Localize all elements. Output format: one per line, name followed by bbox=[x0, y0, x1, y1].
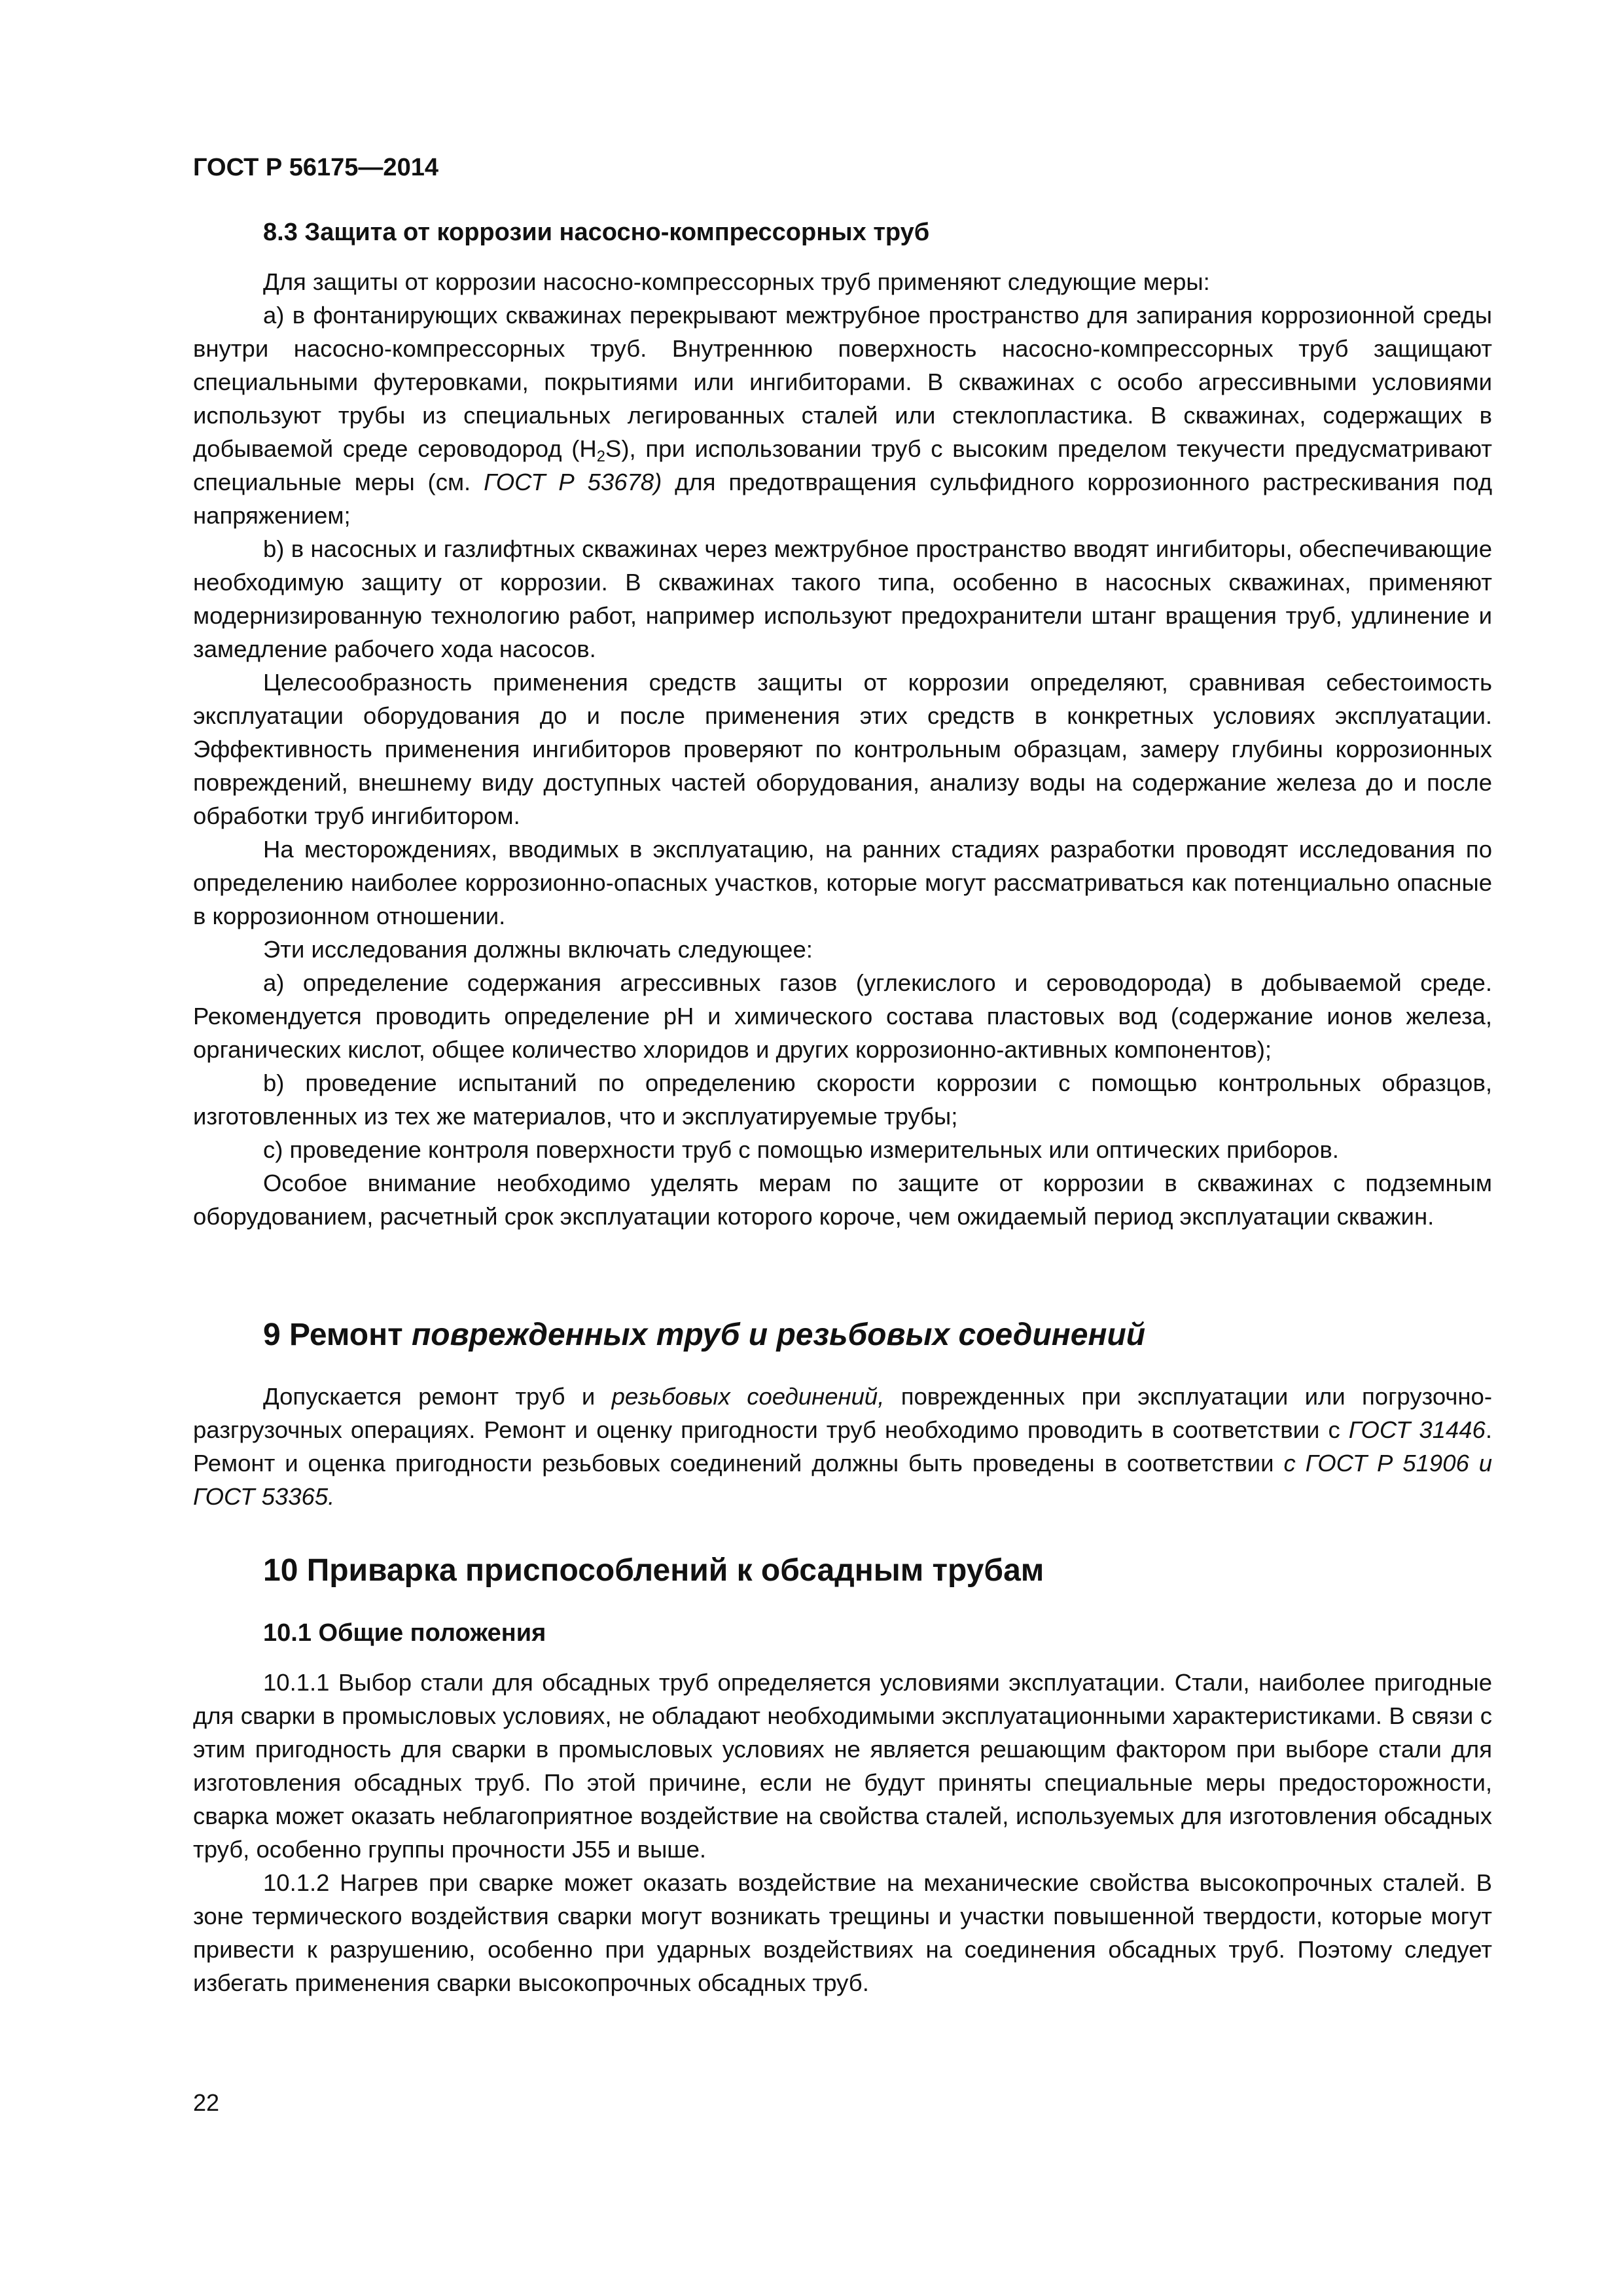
section-9-title bbox=[263, 1316, 1145, 1355]
paragraph-repair bbox=[193, 1380, 1492, 1513]
paragraph-research: Эти исследования должны включать следующее: bbox=[263, 936, 813, 963]
repair-italic-1: резьбовых соединений, bbox=[611, 1383, 885, 1410]
section-10-title: 10 Приварка приспособлений к обсадным трубам bbox=[263, 1553, 1044, 1588]
repair-text-1: Допускается ремонт труб и bbox=[263, 1383, 612, 1410]
research-item-c: c) проведение контроля поверхности труб с помощью измерительных или оптических приборов. bbox=[263, 1136, 1339, 1163]
research-item-b: b) проведение испытаний по определению скорости коррозии с помощью контрольных образцов, изготовленных из тех же материалов, что и эксплуатируемые трубы; bbox=[193, 1069, 1492, 1130]
research-item-a: а) определение содержания агрессивных газов (углекислого и сероводорода) в добываемой среде. Рекомендуется проводить определение pH и химического состава пластовых вод (содержание ионов железа, органических кислот, общее количество хлоридов и других коррозионно-активных компонентов); bbox=[193, 969, 1492, 1063]
paragraph-attention: Особое внимание необходимо уделять мерам по защите от коррозии в скважинах с подземным оборудованием, расчетный срок эксплуатации которого короче, чем ожидаемый период эксплуатации скважин. bbox=[193, 1170, 1492, 1230]
list-item-a-text-1: а) в фонтанирующих скважинах перекрывают межтрубное пространство для запирания коррозионной среды внутри насосно-компрессорных труб. Внутреннюю поверхность насосно-компрессорных труб защищают специальными футеровками, покрытиями или ингибиторами. В скважинах с особо агрессивными условиями используют трубы из специальных легированных сталей или стеклопластика. В скважинах, содержащих в добываемой среде сероводород (H bbox=[193, 302, 1492, 462]
paragraph-fields: На месторождениях, вводимых в эксплуатацию, на ранних стадиях разработки проводят исследования по определению наиболее коррозионно-опасных участков, которые могут рассматриваться как потенциально опасные в коррозионном отношении. bbox=[193, 836, 1492, 929]
paragraph-10-1-2: 10.1.2 Нагрев при сварке может оказать воздействие на механические свойства высокопрочных сталей. В зоне термического воздействия сварки могут возникать трещины и участки повышенной твердости, которые могут привести к разрушению, особенно при ударных воздействиях на соединения обсадных труб. Поэтому следует избегать применения сварки высокопрочных обсадных труб. bbox=[193, 1869, 1492, 1996]
repair-text-3: . Ремонт и оценка пригодности резьбовых соединений должны быть проведены в соответствии bbox=[193, 1416, 1492, 1477]
section-8-3-title: 8.3 Защита от коррозии насосно-компрессорных труб bbox=[263, 219, 930, 246]
section-9-title-italic: поврежденных труб и резьбовых соединений bbox=[411, 1318, 1146, 1352]
section-9-body bbox=[193, 1380, 1492, 1513]
repair-italic-3: с ГОСТ Р 51906 и ГОСТ 53365. bbox=[193, 1450, 1493, 1510]
subscript-2: 2 bbox=[596, 448, 605, 466]
document-header: ГОСТ Р 56175—2014 bbox=[193, 154, 438, 181]
section-10-1-title: 10.1 Общие положения bbox=[263, 1619, 546, 1647]
gost-reference: ГОСТ Р 53678) bbox=[484, 469, 662, 495]
paragraph-feasibility: Целесообразность применения средств защиты от коррозии определяют, сравнивая себестоимость эксплуатации оборудования до и после применения этих средств в конкретных условиях эксплуатации. Эффективность применения ингибиторов проверяют по контрольным образцам, замеру глубины коррозионных повреждений, внешнему виду доступных частей оборудования, анализу воды на содержание железа до и после обработки труб ингибитором. bbox=[193, 669, 1492, 829]
section-10-body bbox=[193, 1617, 1492, 2000]
section-9-title-plain: 9 Ремонт bbox=[263, 1318, 412, 1352]
paragraph-intro: Для защиты от коррозии насосно-компрессорных труб применяют следующие меры: bbox=[263, 268, 1210, 295]
list-item-a bbox=[193, 298, 1492, 532]
repair-italic-2: ГОСТ 31446 bbox=[1348, 1416, 1486, 1443]
page-number: 22 bbox=[193, 2089, 220, 2116]
list-item-a-text-2: S), при использовании труб с высоким пределом текучести предусматривают специальные меры (см. bbox=[193, 435, 1492, 495]
list-item-b: b) в насосных и газлифтных скважинах через межтрубное пространство вводят ингибиторы, обеспечивающие необходимую защиту от коррозии. В скважинах такого типа, особенно в насосных скважинах, применяют модернизированную технологию работ, например используют предохранители штанг вращения труб, удлинение и замедление рабочего хода насосов. bbox=[193, 535, 1492, 662]
list-item-a-text-3: для предотвращения сульфидного коррозионного растрескивания под напряжением; bbox=[193, 469, 1493, 529]
repair-text-2: поврежденных при эксплуатации или погрузочно-разгрузочных операциях. Ремонт и оценку пригодности труб необходимо проводить в соответствии с bbox=[193, 1383, 1492, 1443]
paragraph-10-1-1: 10.1.1 Выбор стали для обсадных труб определяется условиями эксплуатации. Стали, наиболее пригодные для сварки в промысловых условиях, не обладают необходимыми эксплуатационными характеристиками. В связи с этим пригодность для сварки в промысловых условиях не является решающим фактором при выборе стали для изготовления обсадных труб. По этой причине, если не будут приняты специальные меры предосторожности, сварка может оказать неблагоприятное воздействие на свойства сталей, используемых для изготовления обсадных труб, особенно группы прочности J55 и выше. bbox=[193, 1669, 1492, 1863]
section-8-3 bbox=[193, 216, 1492, 1233]
